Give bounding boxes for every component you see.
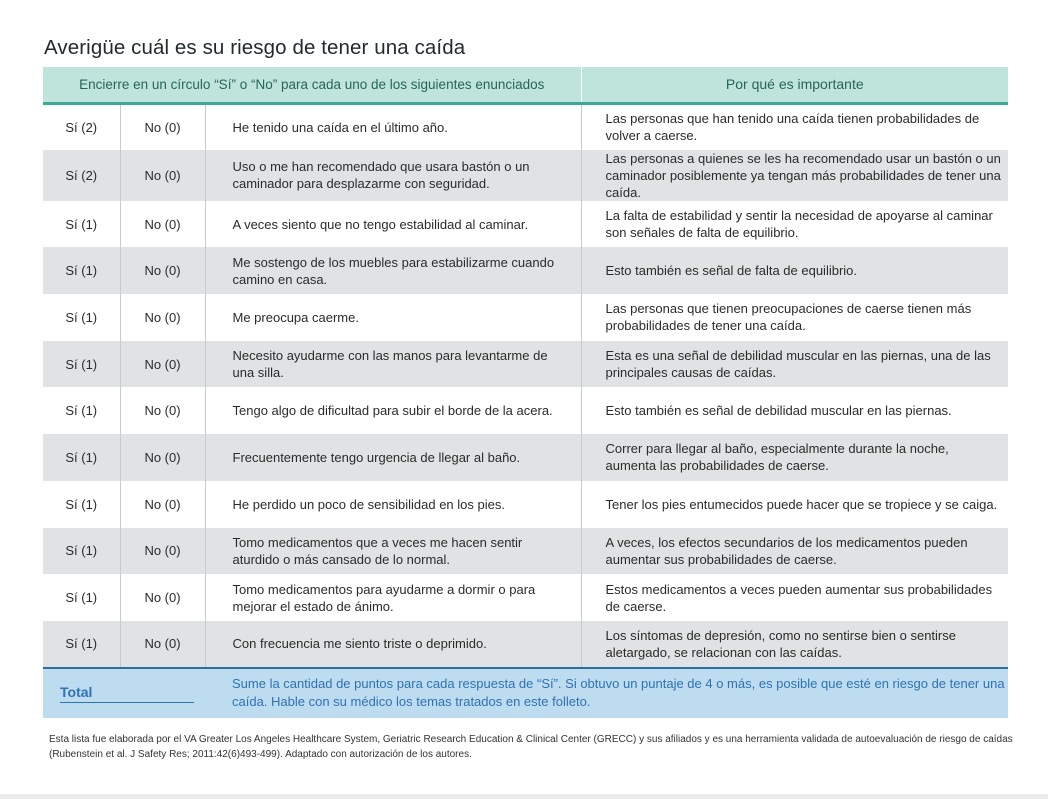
statement-text: Tomo medicamentos para ayudarme a dormir o para mejorar el estado de ánimo. [205, 574, 581, 621]
why-important-text: Esta es una señal de debilidad muscular en las piernas, una de las principales causas de caídas. [605, 348, 991, 381]
table-row [43, 434, 1008, 481]
yes-option[interactable]: Sí (1) [43, 621, 120, 668]
no-option[interactable]: No (0) [120, 574, 205, 621]
why-important-text: Las personas que han tenido una caída tienen probabilidades de volver a caerse. [605, 111, 980, 144]
yes-option[interactable]: Sí (1) [43, 247, 120, 294]
why-important-text: Esto también es señal de debilidad muscular en las piernas. [605, 403, 952, 419]
yes-option[interactable]: Sí (1) [43, 528, 120, 575]
table-row [43, 481, 1008, 528]
why-important-text: Correr para llegar al baño, especialmente durante la noche, aumenta las probabilidades de caerse. [605, 441, 949, 474]
footnote: Esta lista fue elaborada por el VA Greater Los Angeles Healthcare System, Geriatric Research Education & Clinical Center (GRECC) y sus afiliados y es una herramienta validada de autoevaluación de riesgo de caídas (Rubenstein et al. J Safety Res; 2011:42(6)493-499). Adaptado con autorización de los autores. [49, 734, 1013, 760]
total-description: Sume la cantidad de puntos para cada respuesta de “Sí”. Si obtuvo un puntaje de 4 o más, es posible que esté en riesgo de tener una caída. Hable con su médico los temas tratados en este folleto. [205, 668, 1008, 718]
yes-option[interactable]: Sí (2) [43, 150, 120, 201]
statement-text: Frecuentemente tengo urgencia de llegar al baño. [205, 434, 581, 481]
statement-text: He perdido un poco de sensibilidad en los pies. [205, 481, 581, 528]
table-header-row [43, 67, 1008, 103]
statement-text: Tomo medicamentos que a veces me hacen sentir aturdido o más cansado de lo normal. [205, 528, 581, 575]
no-option[interactable]: No (0) [120, 387, 205, 434]
yes-option[interactable]: Sí (2) [43, 103, 120, 150]
why-important-text: Las personas a quienes se les ha recomendado usar un bastón o un caminador posiblemente ya tengan más probabilidades de tener una caída. [605, 150, 1001, 200]
header-instructions: Encierre en un círculo “Sí” o “No” para cada uno de los siguientes enunciados [43, 67, 581, 103]
yes-option[interactable]: Sí (1) [43, 574, 120, 621]
table-row [43, 294, 1008, 341]
why-important-text: Los síntomas de depresión, como no sentirse bien o sentirse aletargado, se relacionan con las caídas. [605, 627, 956, 660]
statement-text: Necesito ayudarme con las manos para levantarme de una silla. [205, 341, 581, 388]
why-important-text: Las personas que tienen preocupaciones de caerse tienen más probabilidades de tener una caída. [605, 301, 972, 334]
bottom-band [0, 794, 1048, 799]
no-option[interactable]: No (0) [120, 201, 205, 248]
statement-text: Tengo algo de dificultad para subir el borde de la acera. [205, 387, 581, 434]
no-option[interactable]: No (0) [120, 621, 205, 668]
table-row [43, 574, 1008, 621]
why-important-text: A veces, los efectos secundarios de los medicamentos pueden aumentar sus probabilidades de caerse. [605, 534, 968, 567]
table-row [43, 528, 1008, 575]
table-row [43, 621, 1008, 668]
table-row [43, 247, 1008, 294]
yes-option[interactable]: Sí (1) [43, 434, 120, 481]
table-row [43, 103, 1008, 150]
why-important-text: Tener los pies entumecidos puede hacer que se tropiece y se caiga. [605, 496, 998, 512]
statement-text: Me sostengo de los muebles para estabilizarme cuando camino en casa. [205, 247, 581, 294]
no-option[interactable]: No (0) [120, 247, 205, 294]
no-option[interactable]: No (0) [120, 528, 205, 575]
table-row [43, 201, 1008, 248]
no-option[interactable]: No (0) [120, 150, 205, 201]
total-label-cell [43, 668, 205, 718]
table-body [43, 103, 1008, 718]
yes-option[interactable]: Sí (1) [43, 341, 120, 388]
yes-option[interactable]: Sí (1) [43, 481, 120, 528]
table-row [43, 387, 1008, 434]
total-label: Total [60, 684, 194, 703]
statement-text: Me preocupa caerme. [205, 294, 581, 341]
yes-option[interactable]: Sí (1) [43, 201, 120, 248]
header-why-important: Por qué es importante [581, 67, 1008, 103]
total-row [43, 668, 1008, 718]
table-row [43, 341, 1008, 388]
yes-option[interactable]: Sí (1) [43, 294, 120, 341]
table-row [43, 150, 1008, 201]
statement-text: A veces siento que no tengo estabilidad al caminar. [205, 201, 581, 248]
fall-risk-table [43, 67, 1008, 718]
why-important-text: Estos medicamentos a veces pueden aumentar sus probabilidades de caerse. [605, 581, 993, 614]
no-option[interactable]: No (0) [120, 341, 205, 388]
no-option[interactable]: No (0) [120, 434, 205, 481]
statement-text: Con frecuencia me siento triste o deprimido. [205, 621, 581, 668]
why-important-text: La falta de estabilidad y sentir la necesidad de apoyarse al caminar son señales de falta de equilibrio. [605, 208, 993, 241]
statement-text: He tenido una caída en el último año. [205, 103, 581, 150]
why-important-text: Esto también es señal de falta de equilibrio. [605, 263, 858, 279]
statement-text: Uso o me han recomendado que usara bastón o un caminador para desplazarme con seguridad. [205, 150, 581, 201]
no-option[interactable]: No (0) [120, 103, 205, 150]
no-option[interactable]: No (0) [120, 481, 205, 528]
no-option[interactable]: No (0) [120, 294, 205, 341]
page-title: Averigüe cuál es su riesgo de tener una caída [44, 36, 466, 59]
yes-option[interactable]: Sí (1) [43, 387, 120, 434]
